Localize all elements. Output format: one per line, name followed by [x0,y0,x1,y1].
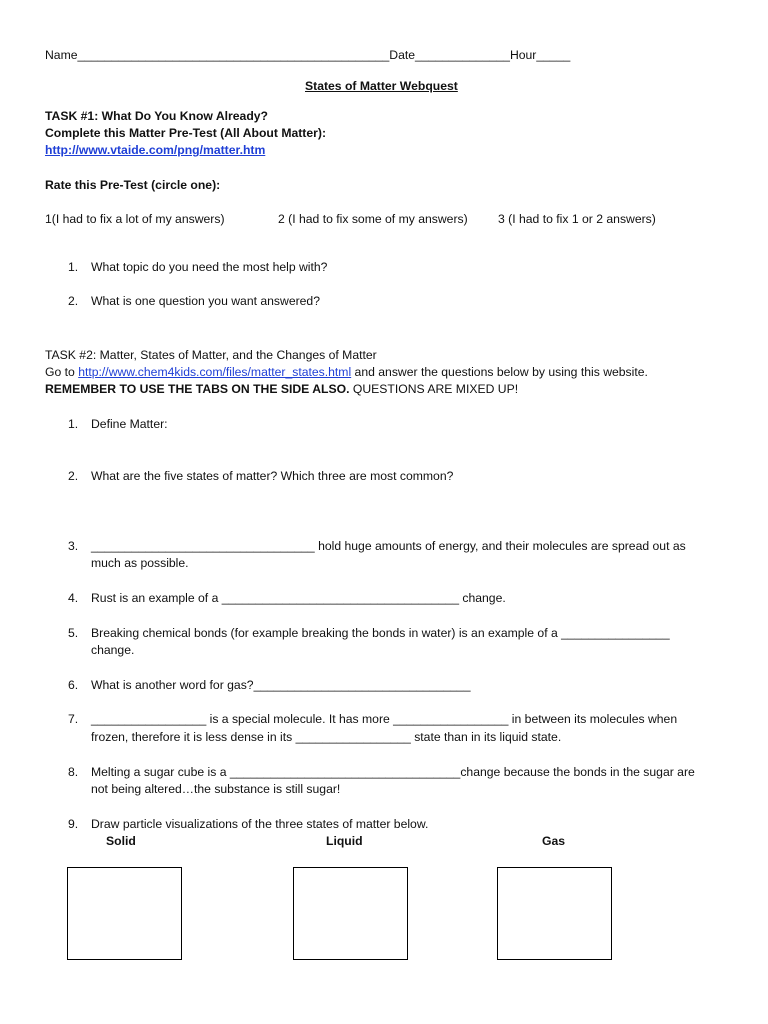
task2-q5-line2: change. [91,643,135,657]
task2-q9-text: Draw particle visualizations of the three states of matter below. [91,817,429,831]
label-gas: Gas [542,834,566,848]
task1-q1-text: What topic do you need the most help with? [91,260,328,274]
task2-q9-number: 9. [68,817,79,831]
task2-q3-line1[interactable]: _________________________________ hold huge amounts of energy, and their molecules are spread out as [91,539,686,553]
task2-link[interactable]: http://www.chem4kids.com/files/matter_states.html [78,365,352,379]
rating-option-2[interactable]: 2 (I had to fix some of my answers) [278,212,468,226]
liquid-drawing-box[interactable] [293,867,408,960]
task2-q2-number: 2. [68,469,79,483]
task2-goto-line [45,365,648,379]
task1-q2-number: 2. [68,294,79,308]
task2-q8-line2: not being altered…the substance is still sugar! [91,782,341,796]
task2-q4-text[interactable]: Rust is an example of a ___________________________________ change. [91,591,506,605]
task2-q1-text: Define Matter: [91,417,168,431]
task2-q7-line2[interactable]: frozen, therefore it is less dense in its _________________ state than in its liquid state. [91,730,562,744]
task1-heading: TASK #1: What Do You Know Already? [45,109,268,123]
task2-q3-number: 3. [68,539,79,553]
task2-q5-line1[interactable]: Breaking chemical bonds (for example breaking the bonds in water) is an example of a ________________ [91,626,670,640]
name-date-hour-line[interactable]: Name______________________________________________Date______________Hour_____ [45,48,571,62]
task2-q8-number: 8. [68,765,79,779]
label-liquid: Liquid [326,834,363,848]
goto-suffix: and answer the questions below by using this website. [351,365,648,379]
task1-instruction: Complete this Matter Pre-Test (All About Matter): [45,126,327,140]
reminder-rest: QUESTIONS ARE MIXED UP! [349,382,519,396]
task2-q8-line1[interactable]: Melting a sugar cube is a __________________________________change because the bonds in the sugar are [91,765,695,779]
task2-heading: TASK #2: Matter, States of Matter, and the Changes of Matter [45,348,377,362]
task2-reminder [45,382,518,396]
task2-q7-line1[interactable]: _________________ is a special molecule. It has more _________________ in between its molecules when [91,712,678,726]
page-title: States of Matter Webquest [305,79,458,93]
task2-q7-number: 7. [68,712,79,726]
task1-q2-text: What is one question you want answered? [91,294,320,308]
task2-q6-number: 6. [68,678,79,692]
rating-option-1[interactable]: 1(I had to fix a lot of my answers) [45,212,225,226]
task2-q1-number: 1. [68,417,79,431]
task2-q4-number: 4. [68,591,79,605]
solid-drawing-box[interactable] [67,867,182,960]
gas-drawing-box[interactable] [497,867,612,960]
reminder-bold: REMEMBER TO USE THE TABS ON THE SIDE ALSO. [45,382,350,396]
rating-option-3[interactable]: 3 (I had to fix 1 or 2 answers) [498,212,656,226]
task2-q6-text[interactable]: What is another word for gas?________________________________ [91,678,471,692]
goto-prefix: Go to [45,365,79,379]
task2-q5-number: 5. [68,626,79,640]
rate-label: Rate this Pre-Test (circle one): [45,178,221,192]
task1-link[interactable]: http://www.vtaide.com/png/matter.htm [45,143,266,157]
task2-q3-line2: much as possible. [91,556,189,570]
task2-q2-text: What are the five states of matter? Which three are most common? [91,469,454,483]
task1-q1-number: 1. [68,260,79,274]
label-solid: Solid [106,834,136,848]
